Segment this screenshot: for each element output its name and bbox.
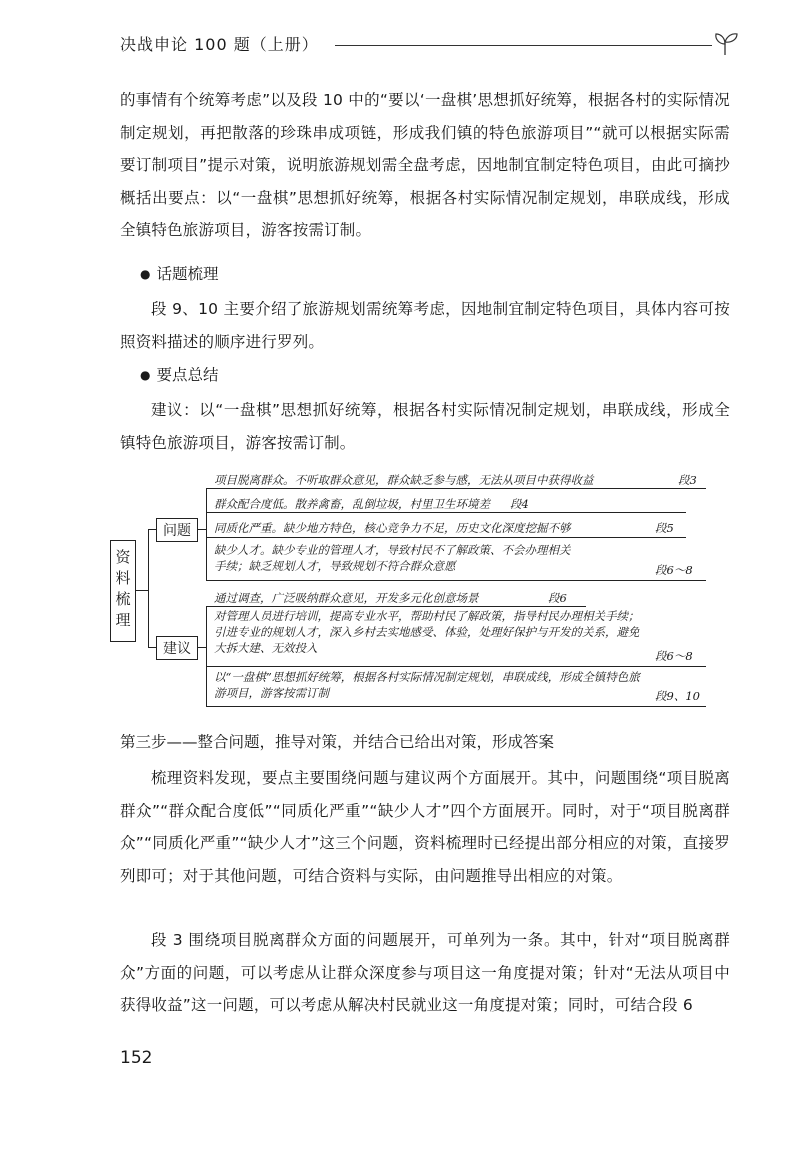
- suggestion-item-2-line: [206, 666, 706, 667]
- problem-item-1-line: [206, 488, 706, 489]
- summary-heading-text: 要点总结: [156, 366, 219, 384]
- problem-item-3-line: [206, 537, 686, 538]
- topic-heading: [140, 262, 219, 286]
- sprout-icon: [710, 30, 740, 56]
- suggestion-item-2: 对管理人员进行培训，提高专业水平，帮助村民了解政策，指导村民办理相关手续；引进专业的规划人才，深入乡村去实地感受、体验，处理好保护与开发的关系，避免大拆大建、无效投入: [214, 609, 640, 655]
- mind-map-diagram: [110, 470, 710, 710]
- root-box: [110, 540, 136, 642]
- problem-item-2: 群众配合度低。散养禽畜，乱倒垃圾，村里卫生环境差: [214, 497, 490, 511]
- bullet-icon: ●: [140, 368, 151, 382]
- summary-paragraph: 建议：以“一盘棋”思想抓好统筹，根据各村实际情况制定规划，串联成线，形成全镇特色旅游项目，游客按需订制。: [120, 401, 730, 452]
- step3-heading: 第三步——整合问题，推导对策，并结合已给出对策，形成答案: [120, 733, 555, 751]
- problem-item-2-ref: 段4: [510, 497, 529, 511]
- bullet-icon: ●: [140, 267, 151, 281]
- problem-item-1: 项目脱离群众。不听取群众意见，群众缺乏参与感，无法从项目中获得收益: [214, 473, 594, 487]
- suggestion-label: 建议: [163, 641, 191, 657]
- suggestion-item-1-line: [206, 606, 586, 607]
- problem-bracket: [206, 488, 207, 580]
- suggestion-box: [156, 636, 198, 660]
- root-label: 资料梳理: [113, 549, 132, 633]
- intro-paragraph: 的事情有个统筹考虑”以及段 10 中的“要以‘一盘棋’思想抓好统筹，根据各村的实际情况制定规划，再把散落的珍珠串成项链，形成我们镇的特色旅游项目”“就可以根据实际需要订制项目”提示对策，说明旅游规划需全盘考虑，因地制宜制定特色项目，由此可摘抄概括出要点：以“一盘棋”思想抓好统筹，根据各村实际情况制定规划，串联成线，形成全镇特色旅游项目，游客按需订制。: [120, 91, 730, 239]
- root-connector: [136, 590, 148, 591]
- page-number: 152: [120, 1048, 153, 1068]
- running-header: [120, 30, 740, 58]
- step3-paragraph-1: 梳理资料发现，要点主要围绕问题与建议两个方面展开。其中，问题围绕“项目脱离群众”“群众配合度低”“同质化严重”“缺少人才”四个方面展开。同时，对于“项目脱离群众”“同质化严重”“缺少人才”这三个问题，资料梳理时已经提出部分相应的对策，直接罗列即可；对于其他问题，可结合资料与实际，由问题推导出相应的对策。: [120, 769, 730, 885]
- problem-connector: [148, 529, 156, 530]
- root-vertical: [148, 529, 149, 647]
- problem-label: 问题: [163, 523, 191, 539]
- problem-item-4-line: [206, 580, 706, 581]
- problem-stem: [198, 529, 206, 530]
- problem-box: [156, 518, 198, 542]
- suggestion-item-3-line: [206, 706, 706, 707]
- topic-paragraph: 段 9、10 主要介绍了旅游规划需统筹考虑，因地制宜制定特色项目，具体内容可按照资料描述的顺序进行罗列。: [120, 300, 730, 351]
- problem-item-3: 同质化严重。缺少地方特色，核心竞争力不足，历史文化深度挖掘不够: [214, 521, 571, 535]
- summary-heading: [140, 363, 219, 387]
- problem-item-4: 缺少人才。缺少专业的管理人才，导致村民不了解政策、不会办理相关手续；缺乏规划人才，导致规划不符合群众意愿: [214, 543, 571, 573]
- suggestion-stem: [198, 647, 206, 648]
- suggestion-item-1: 通过调查，广泛吸纳群众意见，开发多元化创意场景: [214, 591, 479, 605]
- problem-item-3-ref: 段5: [655, 521, 674, 535]
- suggestion-item-2-ref: 段6～8: [655, 649, 693, 663]
- header-title: 决战申论 100 题（上册）: [120, 35, 319, 54]
- suggestion-item-3: 以“一盘棋”思想抓好统筹，根据各村实际情况制定规划，串联成线，形成全镇特色旅游项目，游客按需订制: [214, 670, 640, 700]
- topic-heading-text: 话题梳理: [156, 265, 219, 283]
- problem-item-1-ref: 段3: [678, 473, 697, 487]
- suggestion-connector: [148, 647, 156, 648]
- suggestion-item-3-ref: 段9、10: [655, 689, 700, 703]
- problem-item-2-line: [206, 512, 686, 513]
- header-rule: [335, 45, 712, 46]
- step3-paragraph-2: 段 3 围绕项目脱离群众方面的问题展开，可单列为一条。其中，针对“项目脱离群众”方面的问题，可以考虑从让群众深度参与项目这一角度提对策；针对“无法从项目中获得收益”这一问题，可以考虑从解决村民就业这一角度提对策；同时，可结合段 6: [120, 931, 730, 1014]
- suggestion-item-1-ref: 段6: [548, 591, 567, 605]
- suggestion-bracket: [206, 606, 207, 706]
- problem-item-4-ref: 段6～8: [655, 563, 693, 577]
